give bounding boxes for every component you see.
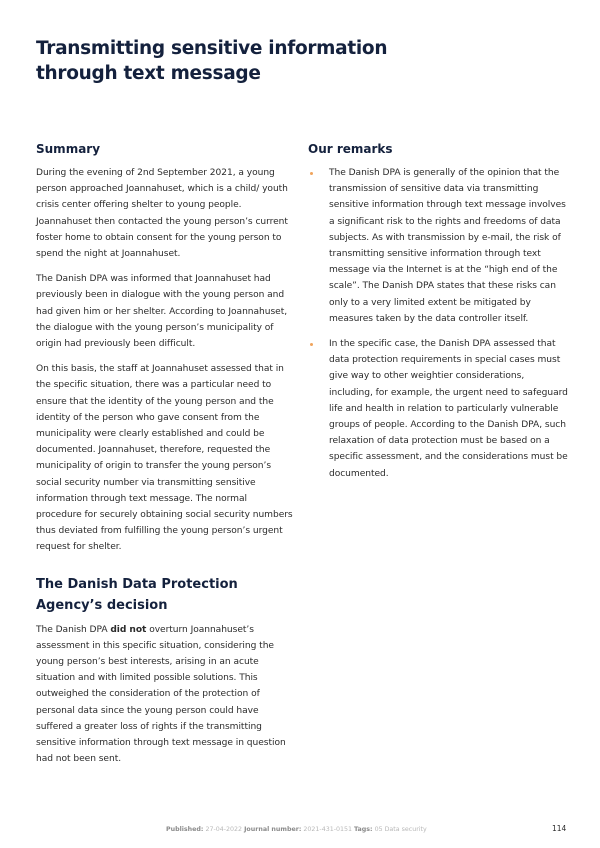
decision-text-bold: did not: [110, 624, 147, 635]
tags-value[interactable]: 05 Data security: [374, 826, 427, 833]
tags-label: Tags:: [354, 826, 373, 833]
remarks-item-text: In the specific case, the Danish DPA assessed that data protection requirements in special cases must give way to other weightier considerations, including, for example, the urgent need to safeguard life and health in relation to particularly vulnerable groups of people. According to the Danish DPA, such relaxation of data protection must be based on a specific assessment, and the considerations must be documented.: [329, 339, 568, 479]
summary-paragraph: During the evening of 2nd September 2021, a young person approached Joannahuset, which is a child/ youth crisis center offering shelter to young people. Joannahuset then contacted the young person’s current foster home to obtain consent for the young person to spend the night at Joannahuset.: [36, 168, 288, 260]
published-label: Published:: [166, 826, 204, 833]
decision-text-after: overturn Joannahuset’s assessment in this specific situation, considering the young person’s best interests, arising in an acute situation and with limited possible solutions. This outweighed the consideration of the protection of personal data since the young person could have suffered a greater loss of rights if the transmitting sensitive information through text message in question had not been sent.: [36, 624, 286, 765]
summary-heading: Summary: [36, 142, 101, 156]
decision-text-before: The Danish DPA: [36, 624, 111, 635]
journal-label: Journal number:: [244, 826, 302, 833]
remarks-list-item: [308, 165, 570, 327]
page-footer: [166, 826, 427, 833]
remarks-heading: Our remarks: [308, 142, 393, 156]
page-title-line-2: through text message: [36, 63, 261, 84]
left-column: [36, 141, 294, 777]
remarks-item-text: The Danish DPA is generally of the opinion that the transmission of sensitive data via transmitting sensitive information through text message involves a significant risk to the rights and freedoms of data subjects. As with transmission by e-mail, the risk of transmitting sensitive information through text message via the Internet is at the “high end of the scale”. The Danish DPA states that these risks can only to a very limited extent be mitigated by measures taken by the data controller itself.: [329, 168, 566, 324]
remarks-section: [308, 141, 570, 482]
summary-paragraph: On this basis, the staff at Joannahuset assessed that in the specific situation, there was a particular need to ensure that the identity of the young person and the identity of the person who gave consent from the municipality were clearly established and could be documented. Joannahuset, therefore, requested the municipality of origin to transfer the young person’s social security number via transmitting sensitive information through text message. The normal procedure for securely obtaining social security numbers thus deviated from fulfilling the young person’s urgent request for shelter.: [36, 364, 293, 553]
summary-paragraph: The Danish DPA was informed that Joannahuset had previously been in dialogue with the young person and had given him or her shelter. According to Joannahuset, the dialogue with the young person’s municipality of origin had previously been difficult.: [36, 274, 288, 350]
page-title-line-1: Transmitting sensitive information: [36, 38, 388, 59]
right-column: [308, 141, 570, 491]
decision-heading: The Danish Data Protection Agency’s decision: [36, 576, 238, 613]
summary-section: [36, 141, 294, 556]
decision-paragraph: [36, 622, 294, 768]
page-title: [36, 36, 456, 86]
bullet-dot-icon: [310, 343, 313, 346]
remarks-list-item: [308, 336, 570, 482]
page-number: 114: [552, 824, 567, 833]
decision-section: [36, 574, 294, 768]
published-value: 27-04-2022: [205, 826, 243, 833]
remarks-list: [308, 165, 570, 482]
journal-value: 2021-431-0151: [303, 826, 353, 833]
bullet-dot-icon: [310, 172, 313, 175]
